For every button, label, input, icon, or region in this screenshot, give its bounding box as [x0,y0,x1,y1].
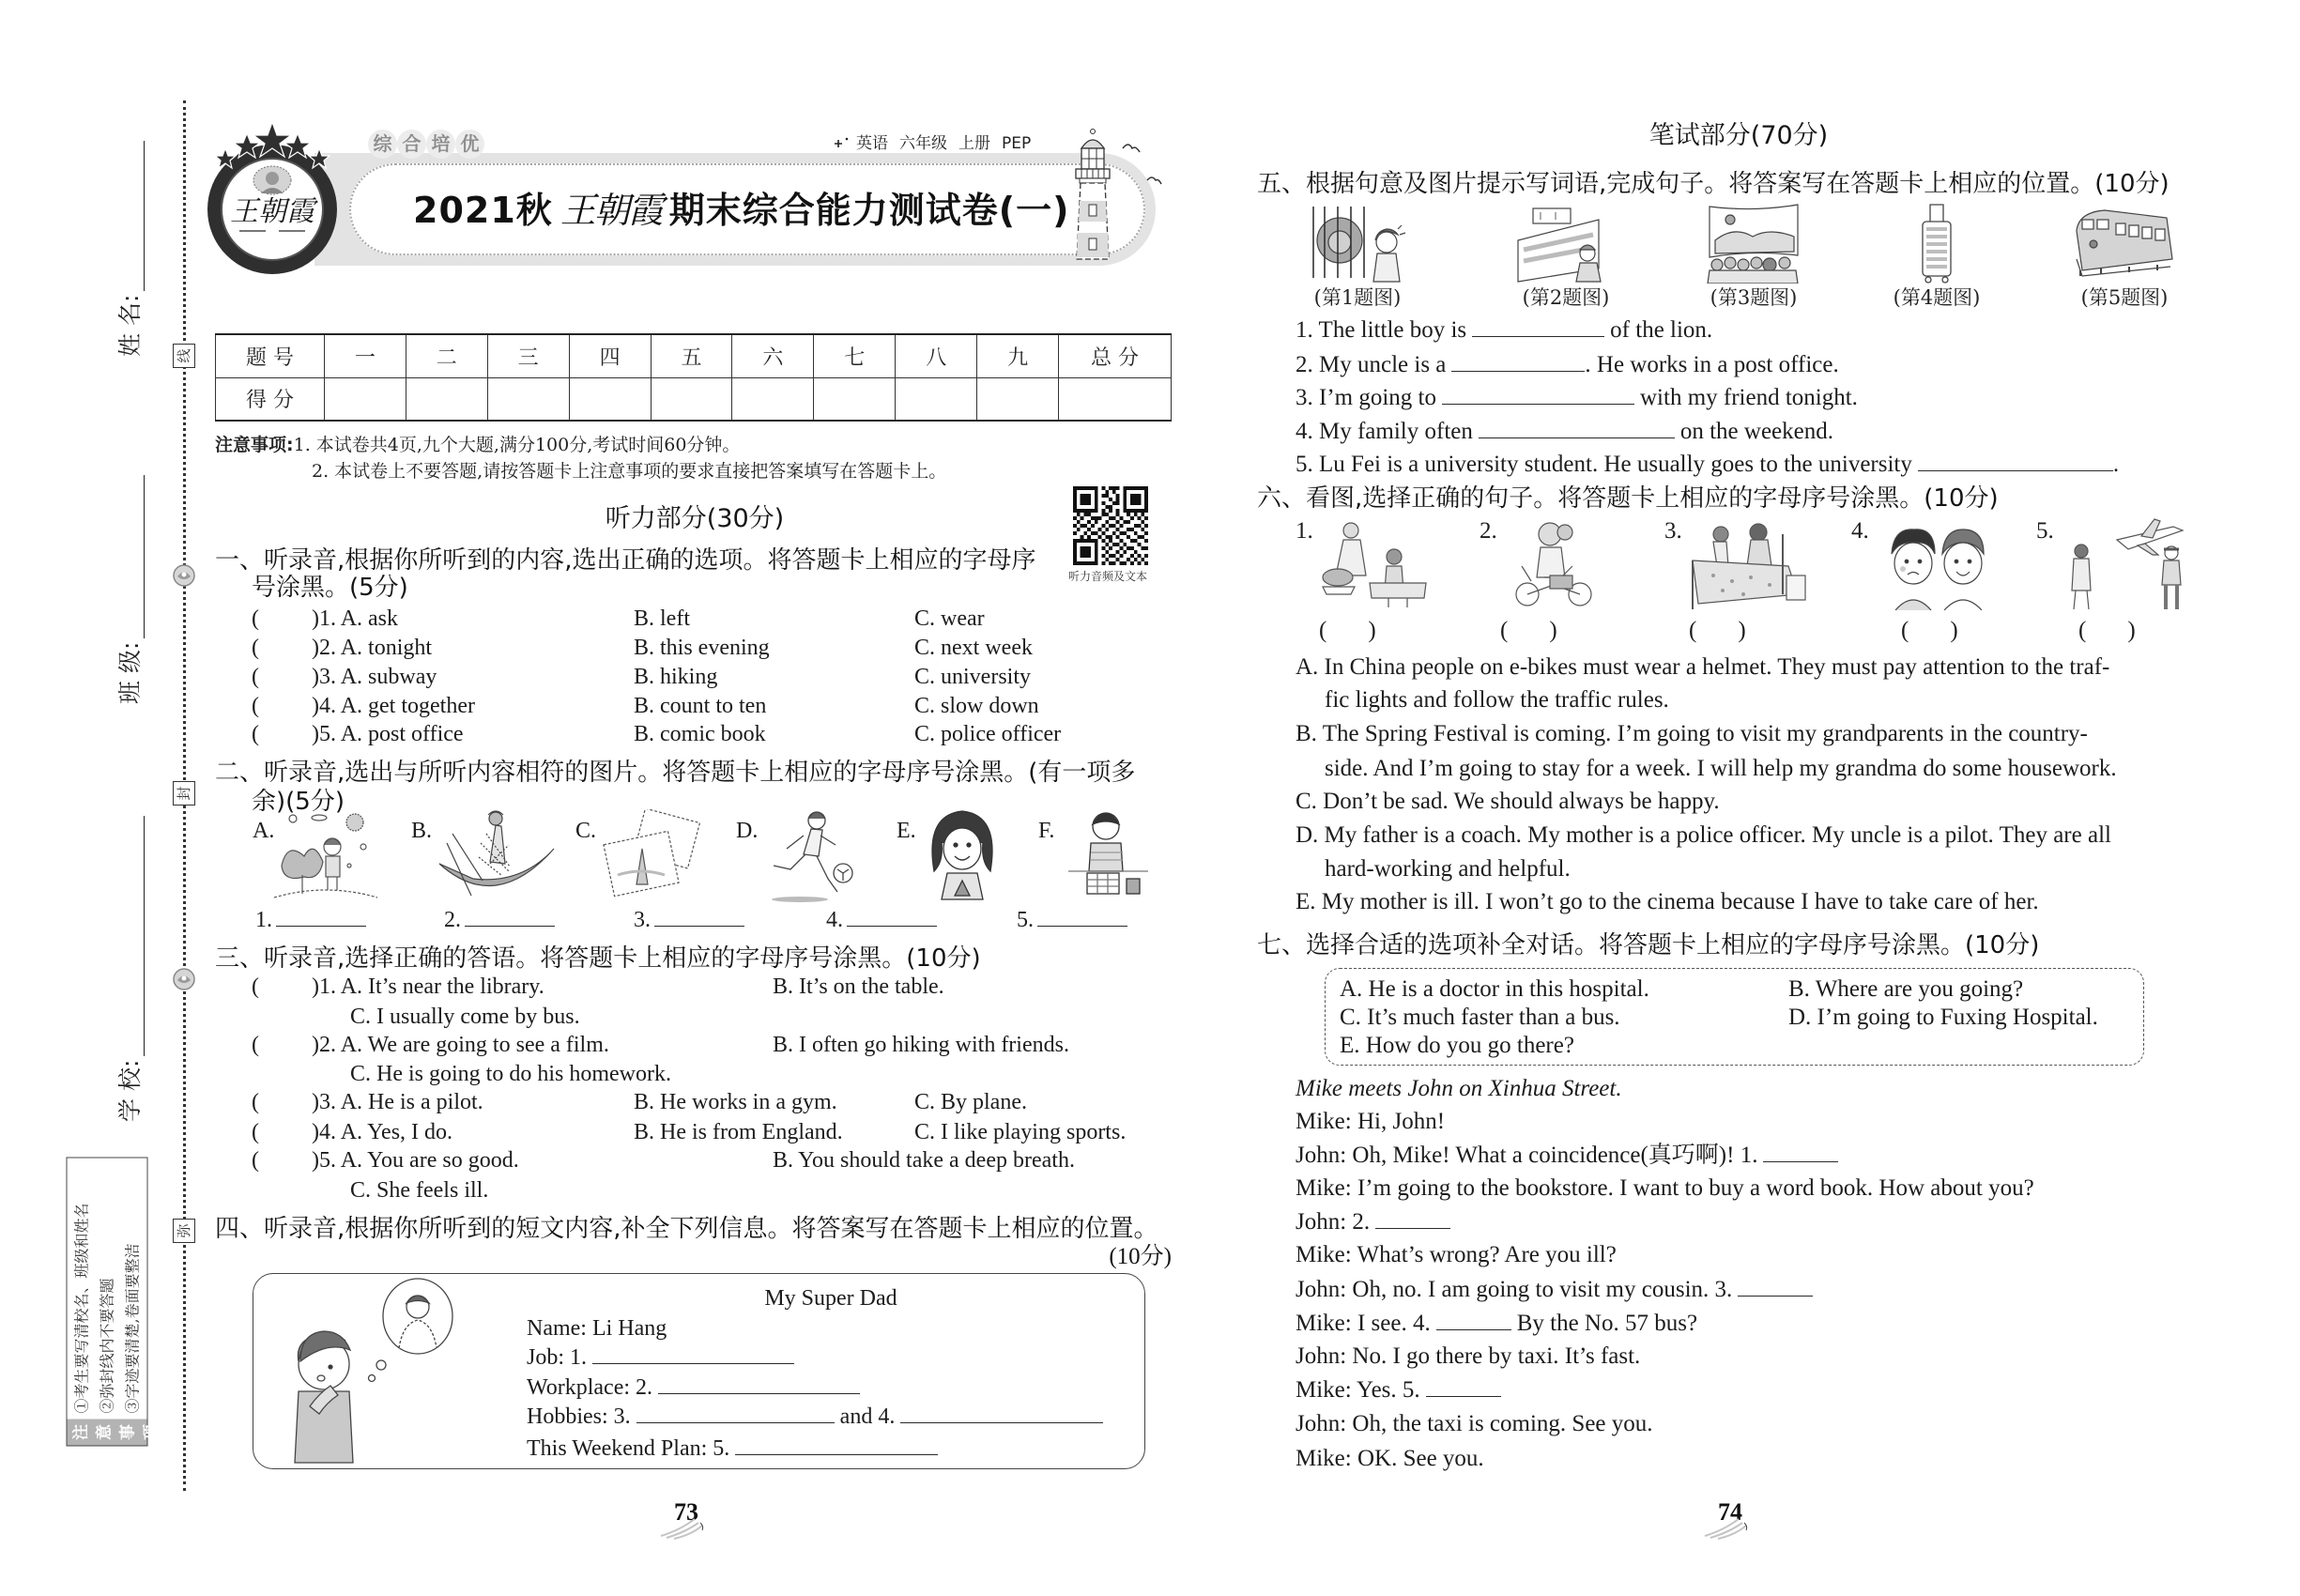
table-header-cell: 九 [977,334,1059,377]
picture-number: 4. [1851,518,1869,544]
title-name: 期末综合能力测试卷(一) [668,190,1070,231]
sentence-before: 4. My family often [1296,419,1473,444]
logo-brand-text: 王朝霞 [230,195,314,228]
hobbies-and-label: and 4. [839,1404,896,1429]
subject-info [834,132,1042,155]
mother-ill-in-bed-icon [1685,519,1807,611]
section3-heading: 三、听录音,选择正确的答语。将答题卡上相应的字母序号涂黑。(10分) [215,944,981,973]
answer-bracket-open: ( [252,1148,259,1173]
sentence-after: . [2112,452,2120,477]
section2-heading-cont: 余)(5分) [252,788,345,816]
picture-label: E. [897,819,916,843]
answer-blank [1037,910,1127,927]
answer-blank [276,910,366,927]
answer-bracket-close: ) [312,722,319,746]
smiling-girl-icon [925,806,1000,903]
score-table [215,333,1172,422]
score-cell [569,377,651,421]
answer-bracket-open: ( [252,1090,259,1114]
option-a: A. tonight [340,636,433,660]
notice-items [68,1197,147,1419]
sentence-after: with my friend tonight. [1640,385,1858,410]
option-a: A. get together [340,694,475,718]
boy-kicking-ball-icon [762,807,856,905]
option-a: A. ask [340,606,399,631]
question-row [252,1118,452,1146]
question-number: 5. [319,722,336,746]
question-number: 3. [319,665,336,689]
option-b: B. He is from England. [634,1120,843,1144]
writing-part-title: 笔试部分(70分) [1648,121,1829,150]
seal-emblem-icon [172,563,196,588]
seal-mark-mi: 弥 [173,1219,195,1243]
page-number-left: 73 [674,1498,698,1526]
option-c: C. university [914,665,1031,689]
answer-blank-row [634,906,750,934]
fill-sentence [1296,418,1833,446]
option-b: B. It’s on the table. [773,974,944,999]
card-title: My Super Dad [764,1286,897,1311]
table-header-cell: 一 [324,334,406,377]
picture-caption: (第3题图) [1710,286,1798,309]
dialogue-line: Mike: I’m going to the bookstore. I want to buy a word book. How about you? [1296,1175,2034,1201]
school-line [120,816,145,1056]
question-row [252,634,432,662]
blank-number: 3. [634,908,651,932]
section2-heading: 二、听录音,选出与所听内容相符的图片。将答题卡上相应的字母序号涂黑。(有一项多 [215,759,1136,787]
answer-bracket [1689,617,1746,645]
option-b-line1: B. The Spring Festival is coming. I’m going to visit my grandparents in the country- [1296,721,2088,746]
option-a-line2: fic lights and follow the traffic rules. [1325,687,1669,713]
answer-bracket-close: ) [1549,618,1557,643]
class-line [120,475,145,638]
picture-number: 1. [1296,518,1313,544]
answer-bracket-open: ( [1689,618,1697,643]
question-number: 2. [319,636,336,660]
dialogue-line [1296,1276,1818,1304]
rider-on-ebike-with-helmet-icon [1507,519,1601,611]
option-c: C. I usually come by bus. [350,1005,580,1029]
section4-heading: 四、听录音,根据你所听到的短文内容,补全下列信息。将答案写在答题卡上相应的位置。 [215,1215,1158,1243]
score-row-label: 得 分 [216,377,325,421]
card-job-field [527,1343,800,1372]
option-a-line1: A. In China people on e-bikes must wear a helmet. They must pay attention to the traf- [1296,654,2110,680]
seal-mark-xian: 线 [173,344,195,368]
sentence-before: 5. Lu Fei is a university student. He usually goes to the university [1296,452,1912,477]
score-row [216,377,1172,421]
option-b: B. hiking [634,665,718,689]
dialogue-option-b: B. Where are you going? [1788,976,2024,1002]
answer-bracket-open: ( [252,636,259,660]
picture-caption: (第1题图) [1313,286,1402,309]
notice-title-char: 事 [118,1424,138,1440]
train-icon [2073,203,2176,284]
notice-item: ②弥封线内不要答题 [98,1278,116,1414]
boy-scared-of-lion-icon [1306,203,1409,284]
answer-blank [900,1406,1103,1423]
subject: 英语 [856,134,888,153]
picture-caption: (第2题图) [1522,286,1610,309]
dialogue-line: Mike: Hi, John! [1296,1109,1446,1134]
dialogue-line: Mike: What’s wrong? Are you ill? [1296,1242,1617,1267]
series-badge-char: 合 [397,130,426,159]
picture-number: 5. [2036,518,2054,544]
fill-sentence [1296,451,2119,479]
picture-label: A. [253,819,275,843]
answer-blank [1451,355,1585,372]
question-row [252,1088,483,1116]
boy-at-desk-icon [1059,806,1153,903]
notes-label: 注意事项: [215,435,294,455]
student-class-field [116,475,145,704]
option-c-line1: C. Don’t be sad. We should always be happy. [1296,789,1720,814]
dialogue-line [1296,1142,1844,1170]
card-workplace-field [527,1373,866,1402]
grandma-cooking-with-girl-icon [1313,519,1436,611]
table-header-cell: 六 [732,334,814,377]
option-a: A. post office [340,722,464,746]
dialogue-text: Mike: I see. 4. [1296,1311,1431,1336]
table-header-cell: 二 [406,334,487,377]
option-a: A. We are going to see a film. [340,1033,609,1057]
answer-bracket-open: ( [1901,618,1909,643]
sparkle-icon [834,136,851,149]
school-label: 学 校: [116,1059,144,1122]
sentence-before: 2. My uncle is a [1296,352,1447,377]
volume: 上册 [958,134,990,153]
sad-and-happy-boys-icon [1882,526,1993,610]
answer-blank [1375,1212,1450,1229]
picture-caption: (第4题图) [1893,286,1981,309]
page-wave-decoration-icon [657,1515,732,1540]
answer-blank [1738,1280,1813,1297]
exam-title [413,190,1070,231]
question-row [252,973,544,1001]
job-label: Job: 1. [527,1345,588,1370]
option-e-line1: E. My mother is ill. I won’t go to the cinema because I have to take care of her. [1296,889,2039,914]
score-cell [732,377,814,421]
answer-bracket-close: ) [312,1148,319,1173]
answer-blank [1442,388,1634,405]
answer-bracket-close: ) [312,665,319,689]
question-row [252,1146,519,1174]
notes-item: 1. 本试卷共4页,九个大题,满分100分,考试时间60分钟。 [293,435,741,455]
option-b: B. this evening [634,636,770,660]
question-number: 5. [319,1148,336,1173]
picture-number: 3. [1664,518,1682,544]
option-c: C. By plane. [914,1090,1027,1114]
answer-blank [735,1438,938,1455]
score-cell [487,377,569,421]
table-header-cell: 八 [896,334,977,377]
option-d-line1: D. My father is a coach. My mother is a police officer. My uncle is a pilot. They are all [1296,822,2111,848]
answer-bracket-close: ) [1738,618,1746,643]
dialogue-text: John: Oh, Mike! What a coincidence(真巧啊)! 1. [1296,1143,1758,1168]
option-c: C. next week [914,636,1033,660]
answer-bracket-open: ( [2078,618,2087,643]
question-number: 1. [319,606,336,631]
sentence-before: 1. The little boy is [1296,317,1467,343]
option-b-line2: side. And I’m going to stay for a week. I will help my grandma do some housework. [1325,756,2117,781]
answer-bracket-open: ( [252,722,259,746]
dialogue-option-e: E. How do you go there? [1340,1033,1574,1058]
score-cell [406,377,487,421]
answer-bracket-close: ) [312,636,319,660]
answer-blank [658,1377,860,1394]
page-number-right: 74 [1718,1498,1742,1526]
answer-blank [592,1347,794,1364]
notice-title-char: 注 [71,1424,91,1440]
answer-bracket-open: ( [1319,618,1327,643]
exam-notes-line1 [215,433,740,457]
hobbies-label: Hobbies: 3. [527,1404,631,1429]
option-b: B. left [634,606,690,631]
answer-bracket [1319,617,1376,645]
question-number: 1. [319,974,336,999]
class-label: 班 级: [116,641,144,704]
answer-bracket-close: ) [312,606,319,631]
blank-number: 4. [826,908,843,932]
edition: PEP [1002,134,1032,153]
option-b: B. I often go hiking with friends. [773,1033,1069,1057]
fill-sentence [1296,384,1858,412]
post-office-worker-icon [1514,203,1618,284]
question-row [252,605,398,633]
question-row [252,720,464,748]
section6-heading: 六、看图,选择正确的句子。将答题卡上相应的字母序号涂黑。(10分) [1257,484,1999,513]
answer-bracket-close: ) [1368,618,1376,643]
family-with-pilot-and-plane-icon [2061,512,2201,613]
answer-bracket-open: ( [1500,618,1509,643]
notice-title [68,1420,161,1446]
answer-bracket [1500,617,1557,645]
option-a: A. He is a pilot. [340,1090,483,1114]
answer-blank [636,1406,835,1423]
notes-item: 2. 本试卷上不要答题,请按答题卡上注意事项的要求直接把答案填写在答题卡上。 [312,461,947,482]
option-d-line2: hard-working and helpful. [1325,856,1571,882]
name-line [120,141,145,291]
answer-bracket [2078,617,2136,645]
table-header-cell: 七 [814,334,896,377]
dialogue-line [1296,1376,1507,1404]
option-a: A. It’s near the library. [340,974,544,999]
table-header-cell: 五 [651,334,732,377]
section1-heading: 一、听录音,根据你所听到的内容,选出正确的选项。将答题卡上相应的字母序 [215,546,1036,575]
answer-blank [654,910,744,927]
option-c: C. police officer [914,722,1062,746]
answer-bracket-close: ) [312,974,319,999]
option-c: C. She feels ill. [350,1178,489,1203]
option-a: A. You are so good. [340,1148,519,1173]
answer-blank-row [1017,906,1133,934]
answer-bracket-open: ( [252,1120,259,1144]
boy-thinking-of-dad-icon [282,1275,469,1468]
picture-label: B. [411,819,433,843]
notice-item: ①考生要写清校名、班级和姓名 [72,1203,91,1414]
picture-caption: (第5题图) [2080,286,2169,309]
answer-blank [1472,320,1604,337]
question-row [252,1031,609,1059]
student-name-field [116,141,145,357]
score-cell [324,377,406,421]
section1-heading-cont: 号涂黑。(5分) [252,574,408,602]
section7-heading: 七、选择合适的选项补全对话。将答题卡上相应的字母序号涂黑。(10分) [1257,931,2040,959]
answer-blank [1763,1145,1838,1162]
margin-notice-box [67,1158,161,1447]
workplace-label: Workplace: 2. [527,1375,653,1400]
card-hobbies-field [527,1403,1109,1431]
option-c: C. slow down [914,694,1039,718]
answer-blank [1426,1380,1501,1397]
question-row [252,692,475,720]
sentence-before: 3. I’m going to [1296,385,1436,410]
blank-number: 5. [1017,908,1034,932]
dialogue-line [1296,1208,1456,1236]
option-b: B. comic book [634,722,766,746]
sentence-after: on the weekend. [1679,419,1833,444]
answer-bracket-close: ) [312,694,319,718]
student-school-field [116,816,145,1122]
name-label: 姓 名: [116,294,144,357]
title-year-term: 2021秋 [413,190,553,231]
listening-part-title: 听力部分(30分) [605,504,785,533]
suitcase-icon [1885,201,1988,285]
series-badge-char: 综 [368,130,397,159]
dialogue-text: Mike: Yes. 5. [1296,1377,1420,1403]
dialogue-scene: Mike meets John on Xinhua Street. [1296,1076,1622,1101]
table-header-cell: 四 [569,334,651,377]
answer-blank-row [826,906,943,934]
fill-sentence [1296,316,1712,345]
answer-blank [847,910,937,927]
notice-item: ③字迹要清楚,卷面要整洁 [123,1243,142,1414]
answer-blank-row [255,906,372,934]
notice-title-char: 意 [95,1424,115,1440]
card-weekend-plan-field [527,1435,943,1463]
score-cell [651,377,732,421]
boy-in-garden-icon [274,809,377,903]
picture-label: F. [1038,819,1055,843]
score-cell [977,377,1059,421]
seal-mark-feng: 封 [173,781,195,806]
postcards-icon [599,809,704,903]
table-header-cell: 三 [487,334,569,377]
seagull-icon [1121,139,1168,195]
option-c: C. wear [914,606,985,631]
question-number: 4. [319,1120,336,1144]
answer-bracket [1901,617,1958,645]
score-cell [896,377,977,421]
option-a: A. Yes, I do. [340,1120,453,1144]
sentence-after: of the lion. [1610,317,1713,343]
lighthouse-icon [1066,128,1119,261]
option-a: A. subway [340,665,437,689]
dialogue-line: Mike: OK. See you. [1296,1446,1484,1471]
man-rowing-boat-icon [434,806,560,903]
answer-blank-row [444,906,560,934]
question-number: 4. [319,694,336,718]
page-wave-decoration-icon [1701,1515,1776,1540]
series-badge-char: 优 [455,130,484,159]
answer-bracket-close: ) [312,1090,319,1114]
dialogue-line [1296,1310,1697,1338]
answer-bracket-open: ( [252,606,259,631]
picture-label: C. [575,819,597,843]
qr-code-label: 听力音频及文本 [1068,570,1148,583]
answer-bracket-close: ) [312,1033,319,1057]
blank-number: 1. [255,908,272,932]
answer-blank [465,910,555,927]
dialogue-option-a: A. He is a doctor in this hospital. [1340,976,1649,1002]
qr-code-icon [1073,486,1148,565]
score-cell [814,377,896,421]
answer-bracket-open: ( [252,665,259,689]
cinema-audience-icon [1702,203,1805,284]
question-number: 2. [319,1033,336,1057]
option-c: C. He is going to do his homework. [350,1062,671,1086]
picture-number: 2. [1480,518,1497,544]
option-c: C. I like playing sports. [914,1120,1127,1144]
picture-label: D. [736,819,759,843]
question-number: 3. [319,1090,336,1114]
series-badge-char: 培 [426,130,455,159]
seal-emblem-icon [172,967,196,991]
dialogue-option-c: C. It’s much faster than a bus. [1340,1005,1620,1030]
dialogue-text-after: By the No. 57 bus? [1516,1311,1698,1336]
question-number-row [216,334,1172,377]
answer-bracket-open: ( [252,694,259,718]
answer-bracket-close: ) [1950,618,1958,643]
dialogue-option-d: D. I’m going to Fuxing Hospital. [1788,1005,2098,1030]
option-b: B. You should take a deep breath. [773,1148,1075,1173]
question-row [252,663,437,691]
section5-heading: 五、根据句意及图片提示写词语,完成句子。将答案写在答题卡上相应的位置。(10分) [1257,170,2170,198]
option-b: B. He works in a gym. [634,1090,837,1114]
answer-blank [1918,454,2113,471]
answer-bracket-open: ( [252,1033,259,1057]
answer-blank [1479,422,1675,438]
answer-blank [1436,1313,1511,1330]
notice-title-char: 项 [142,1424,161,1440]
card-name-field: Name: Li Hang [527,1316,667,1341]
table-header-cell: 总 分 [1059,334,1172,377]
fill-sentence [1296,351,1839,379]
dialogue-text: John: 2. [1296,1209,1371,1235]
table-header-cell: 题 号 [216,334,325,377]
dialogue-text: John: Oh, no. I am going to visit my cousin. 3. [1296,1277,1733,1302]
answer-bracket-open: ( [252,974,259,999]
title-brand: 王朝霞 [560,190,662,231]
section4-points: (10分) [1109,1244,1172,1269]
grade: 六年级 [899,134,947,153]
sentence-after: . He works in a post office. [1585,352,1839,377]
score-cell [1059,377,1172,421]
dialogue-line: John: Oh, the taxi is coming. See you. [1296,1411,1653,1436]
answer-bracket-close: ) [2127,618,2136,643]
weekend-plan-label: This Weekend Plan: 5. [527,1436,730,1461]
option-b: B. count to ten [634,694,767,718]
dialogue-line: John: No. I go there by taxi. It’s fast. [1296,1343,1641,1369]
answer-bracket-close: ) [312,1120,319,1144]
blank-number: 2. [444,908,461,932]
